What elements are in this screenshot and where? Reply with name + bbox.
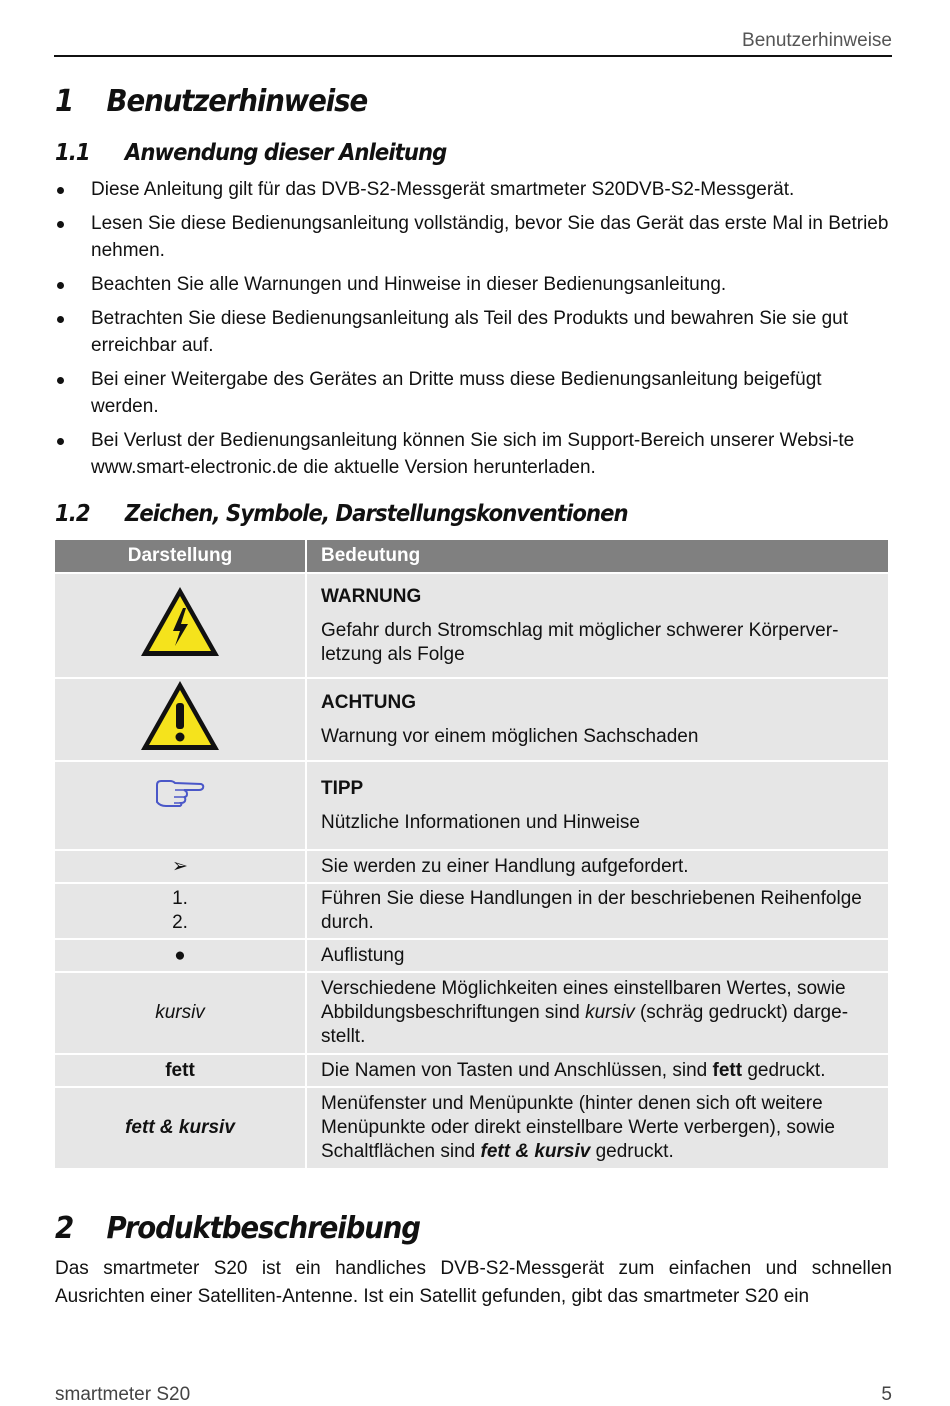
electric-hazard-icon bbox=[138, 584, 222, 660]
bullet-icon bbox=[57, 221, 64, 228]
section-title: Anwendung dieser Anleitung bbox=[124, 140, 447, 166]
meaning-cell bbox=[307, 762, 888, 849]
section-title: Benutzerhinweise bbox=[106, 84, 368, 119]
bullet-icon bbox=[57, 438, 64, 445]
table-row bbox=[55, 884, 888, 938]
table-header-row bbox=[55, 540, 888, 572]
list-item: Lesen Sie diese Bedienungsanleitung vollständig, bevor Sie das Gerät das erste Mal in Betrieb nehmen. bbox=[55, 210, 892, 264]
kursiv-text: Verschiedene Möglichkeiten eines einstellbaren Wertes, sowie Abbildungsbeschriftungen sind kursiv (schräg gedruckt) darge-stellt. bbox=[307, 973, 888, 1053]
product-description-paragraph: Das smartmeter S20 ist ein handliches DVB-S2-Messgerät zum einfachen und schnellen Ausrichten einer Satelliten-Antenne. Ist ein Satellit gefunden, gibt das smartmeter S20 ein bbox=[55, 1258, 892, 1307]
achtung-text: Warnung vor einem möglichen Sachschaden bbox=[321, 725, 699, 747]
warnung-text: Gefahr durch Stromschlag mit möglicher schwerer Körperver-letzung als Folge bbox=[321, 619, 839, 665]
section-title: Produktbeschreibung bbox=[106, 1211, 420, 1246]
symbol-cell bbox=[55, 762, 305, 849]
column-header-darstellung: Darstellung bbox=[55, 540, 305, 572]
usage-bullet-list bbox=[55, 176, 892, 488]
reihenfolge-text: Führen Sie diese Handlungen in der beschriebenen Reihenfolge durch. bbox=[307, 884, 888, 938]
symbol-cell bbox=[55, 679, 305, 760]
handlung-text: Sie werden zu einer Handlung aufgefordert. bbox=[307, 851, 888, 882]
list-item: Beachten Sie alle Warnungen und Hinweise in dieser Bedienungsanleitung. bbox=[55, 271, 892, 298]
bullet-icon bbox=[57, 282, 64, 289]
table-row bbox=[55, 1088, 888, 1168]
table-row bbox=[55, 574, 888, 677]
fett-kursiv-symbol: fett & kursiv bbox=[55, 1088, 305, 1168]
kursiv-symbol: kursiv bbox=[55, 973, 305, 1053]
column-header-bedeutung: Bedeutung bbox=[307, 540, 888, 572]
meaning-cell bbox=[307, 679, 888, 760]
auflistung-text: Auflistung bbox=[307, 940, 888, 971]
section-number: 2 bbox=[55, 1211, 74, 1246]
bullet-icon bbox=[57, 316, 64, 323]
list-item: Bei einer Weitergabe des Gerätes an Dritte muss diese Bedienungsanleitung beigefügt werden. bbox=[55, 366, 892, 420]
table-row bbox=[55, 762, 888, 849]
pointing-hand-icon bbox=[154, 777, 206, 807]
table-row bbox=[55, 940, 888, 971]
list-item: Betrachten Sie diese Bedienungsanleitung als Teil des Produkts und bewahren Sie sie gut erreichbar auf. bbox=[55, 305, 892, 359]
bullet-icon bbox=[57, 187, 64, 194]
exclamation-warning-icon bbox=[138, 679, 222, 753]
header-rule bbox=[54, 55, 892, 57]
tipp-title: TIPP bbox=[321, 777, 364, 799]
section-1-heading bbox=[55, 84, 367, 119]
list-item: Diese Anleitung gilt für das DVB-S2-Messgerät smartmeter S20DVB-S2-Messgerät. bbox=[55, 176, 892, 203]
table-row bbox=[55, 851, 888, 882]
bullet-symbol: ● bbox=[55, 940, 305, 971]
achtung-title: ACHTUNG bbox=[321, 691, 416, 713]
section-number: 1.1 bbox=[55, 140, 90, 166]
running-header: Benutzerhinweise bbox=[742, 30, 892, 51]
fett-kursiv-text: Menüfenster und Menüpunkte (hinter denen sich oft weitere Menüpunkte oder direkt einstellbare Werte verbergen), sowie Schaltflächen sind fett & kursiv gedruckt. bbox=[307, 1088, 888, 1168]
section-number: 1.2 bbox=[55, 501, 90, 527]
warnung-title: WARNUNG bbox=[321, 585, 422, 607]
tipp-text: Nützliche Informationen und Hinweise bbox=[321, 811, 640, 833]
fett-text: Die Namen von Tasten und Anschlüssen, sind fett gedruckt. bbox=[307, 1055, 888, 1086]
list-item: Bei Verlust der Bedienungsanleitung können Sie sich im Support-Bereich unserer Websi-te www.smart-electronic.de die aktuelle Version herunterladen. bbox=[55, 427, 892, 481]
fett-symbol: fett bbox=[55, 1055, 305, 1086]
section-1-2-heading bbox=[55, 501, 628, 527]
arrow-symbol: ➢ bbox=[55, 851, 305, 882]
table-row bbox=[55, 1055, 888, 1086]
table-row bbox=[55, 973, 888, 1053]
symbol-cell bbox=[55, 574, 305, 677]
section-2-heading bbox=[55, 1211, 420, 1246]
conventions-table bbox=[53, 538, 890, 1170]
table-row bbox=[55, 679, 888, 760]
bullet-icon bbox=[57, 377, 64, 384]
section-1-1-heading bbox=[55, 140, 446, 166]
meaning-cell bbox=[307, 574, 888, 677]
footer-product-name: smartmeter S20 bbox=[55, 1384, 191, 1405]
page-number: 5 bbox=[881, 1384, 892, 1405]
section-title: Zeichen, Symbole, Darstellungskonventionen bbox=[124, 501, 628, 527]
section-number: 1 bbox=[55, 84, 74, 119]
numbering-symbol: 1. 2. bbox=[55, 884, 305, 938]
